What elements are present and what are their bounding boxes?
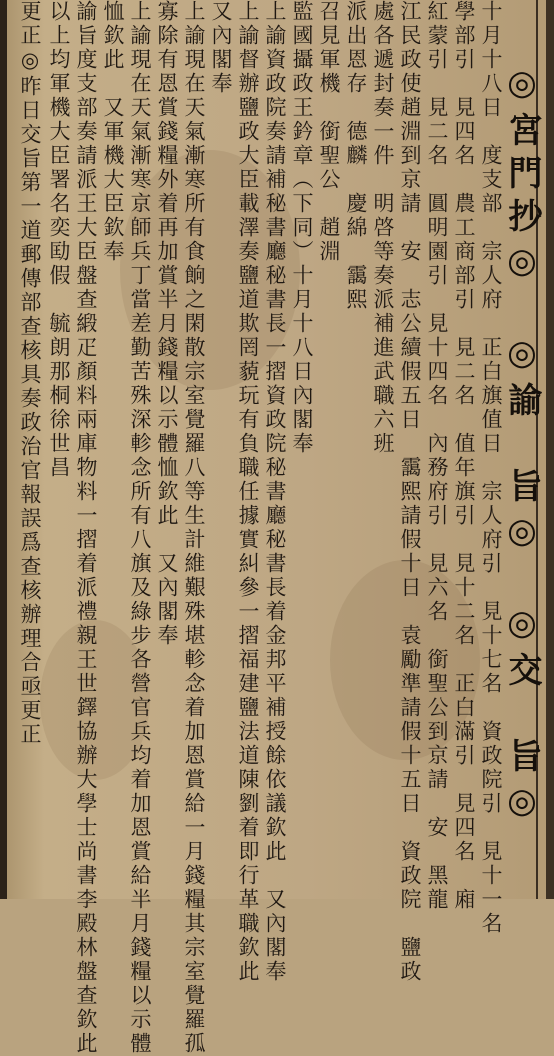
text-column: 江民政使趙淵到京請 安 志公續假五日 靄熙請假十日 袁勵準請假十五日 資政院 鹽政: [398, 0, 422, 984]
text-column: 學部引 見四名 農工商部引 見二名 值年旗引 見十二名 正白滿引 見四名 廂: [452, 0, 476, 912]
text-column: 上諭現在天氣漸寒京師兵丁當差勤苦殊深軫念所有八旗及綠步各營官兵均着加恩賞給半月錢糧以示體: [128, 0, 152, 1056]
text-column: 監國攝政王鈐章（下同）十月十八日內閣奉: [290, 0, 314, 456]
text-column: 召見軍機 銜聖公 趙淵: [317, 0, 341, 264]
text-column: 恤欽此 又軍機大臣欽奉: [101, 0, 125, 264]
page-right-edge: [546, 0, 554, 899]
text-column: 上諭督辦鹽政大臣載澤奏鹽道欺罔藐玩有負職任據實糾參一摺福建鹽法道陳劉着即行革職欽此: [236, 0, 260, 984]
text-column: 更正◎昨日交旨第一道郵傳部查核具奏政治官報誤爲查核辦理合亟更正: [18, 0, 42, 747]
text-column: 處各遞封奏一件 明啓等奏派補進武職六班: [371, 0, 395, 456]
text-column: 又內閣奉: [209, 0, 233, 96]
section-heading: ◎宮門抄◎ ◎諭 旨◎ ◎交 旨◎: [502, 62, 542, 830]
text-column: 十月十八日 度支部 宗人府 正白旗值日 宗人府引 見十七名 資政院引 見十一名: [479, 0, 503, 936]
text-column: 派出恩存 德麟 慶綿 靄熙: [344, 0, 368, 312]
text-column: 寡除有恩賞錢糧外着再加賞半月錢糧以示體恤欽此 又內閣奉: [155, 0, 179, 648]
text-column: 上諭資政院奏請補秘書廳秘書長一摺資政院秘書廳秘書長着金邦平補授餘依議欽此 又內閣奉: [263, 0, 287, 984]
text-column: 上諭現在天氣漸寒所有食餉之閑散宗室覺羅八等生計維艱殊堪軫念着加恩賞給一月錢糧其宗室覺羅孤: [182, 0, 206, 1056]
text-column: 紅蒙引 見二名 圓明園引 見十四名 內務府引 見六名 銜聖公到京請 安 黑龍: [425, 0, 449, 912]
page-left-edge: [0, 0, 7, 899]
text-column: 以上均軍機大臣署名奕劻假 毓朗那桐徐世昌: [47, 0, 71, 480]
text-column: 諭旨度支部奏請派王大臣盤查緞疋顏料兩庫物料一摺着派禮親王世鐸協辦大學士尚書李殿林盤查欽此: [74, 0, 98, 1056]
